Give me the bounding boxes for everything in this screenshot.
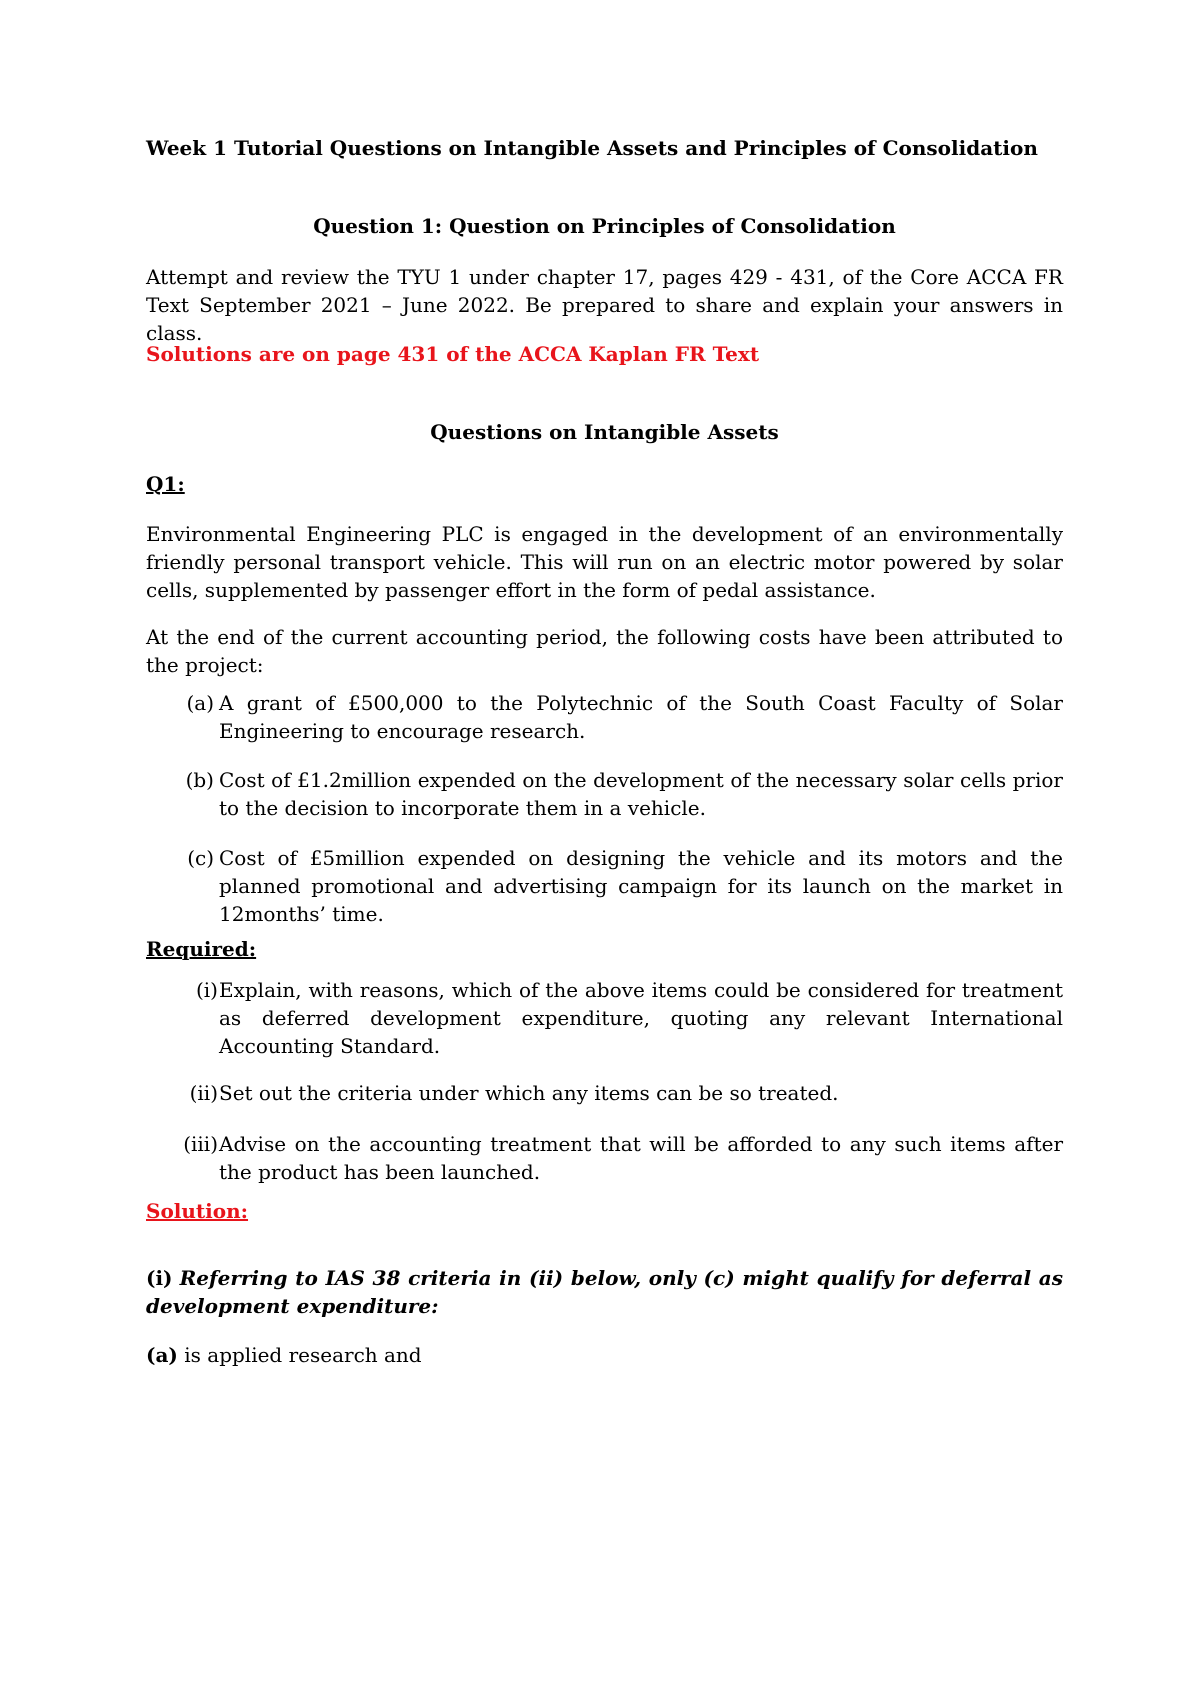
solution-a-marker: (a) — [146, 1343, 178, 1367]
cost-item-text: A grant of £500,000 to the Polytechnic of the South Coast Faculty of Solar Engineering to encourage research. — [219, 691, 1063, 743]
required-item-marker: (ii) — [189, 1081, 218, 1105]
solution-label: Solution: — [146, 1199, 249, 1223]
cost-item-marker: (b) — [185, 768, 214, 792]
solution-i-paragraph — [146, 1264, 1063, 1320]
intangible-assets-heading: Questions on Intangible Assets — [430, 420, 779, 444]
required-item-text: Explain, with reasons, which of the above items could be considered for treatment as deferred development expenditure, quoting any relevant International Accounting Standard. — [219, 978, 1063, 1058]
costs-intro-paragraph: At the end of the current accounting period, the following costs have been attributed to the project: — [146, 625, 1063, 677]
solution-i-marker: (i) — [146, 1266, 173, 1290]
document-title: Week 1 Tutorial Questions on Intangible Assets and Principles of Consolidation — [146, 136, 1038, 160]
cost-item-text: Cost of £5million expended on designing the vehicle and its motors and the planned promotional and advertising campaign for its launch on the market in 12months’ time. — [219, 846, 1063, 926]
cost-item-marker: (c) — [187, 846, 214, 870]
question-1-heading: Question 1: Question on Principles of Consolidation — [313, 214, 896, 238]
required-label: Required: — [146, 937, 257, 961]
cost-item-marker: (a) — [186, 691, 214, 715]
question-1-solution-note: Solutions are on page 431 of the ACCA Kaplan FR Text — [146, 342, 760, 366]
solution-i-text: Referring to IAS 38 criteria in (ii) below, only (c) might qualify for deferral as development expenditure: — [146, 1266, 1063, 1318]
scenario-paragraph: Environmental Engineering PLC is engaged in the development of an environmentally friendly personal transport vehicle. This will run on an electric motor powered by solar cells, supplemented by passenger effort in the form of pedal assistance. — [146, 522, 1063, 602]
required-item-marker: (iii) — [183, 1132, 218, 1156]
solution-a-text: is applied research and — [184, 1343, 422, 1367]
question-1-text: Attempt and review the TYU 1 under chapter 17, pages 429 - 431, of the Core ACCA FR Text September 2021 – June 2022. Be prepared to share and explain your answers in class. — [146, 265, 1063, 345]
required-item-text: Set out the criteria under which any items can be so treated. — [219, 1081, 839, 1105]
cost-item-text: Cost of £1.2million expended on the development of the necessary solar cells prior to the decision to incorporate them in a vehicle. — [219, 768, 1063, 820]
required-item-text: Advise on the accounting treatment that will be afforded to any such items after the product has been launched. — [219, 1132, 1063, 1184]
required-item-marker: (i) — [195, 978, 218, 1002]
solution-a-paragraph — [146, 1341, 1063, 1369]
q1-label: Q1: — [146, 472, 185, 496]
